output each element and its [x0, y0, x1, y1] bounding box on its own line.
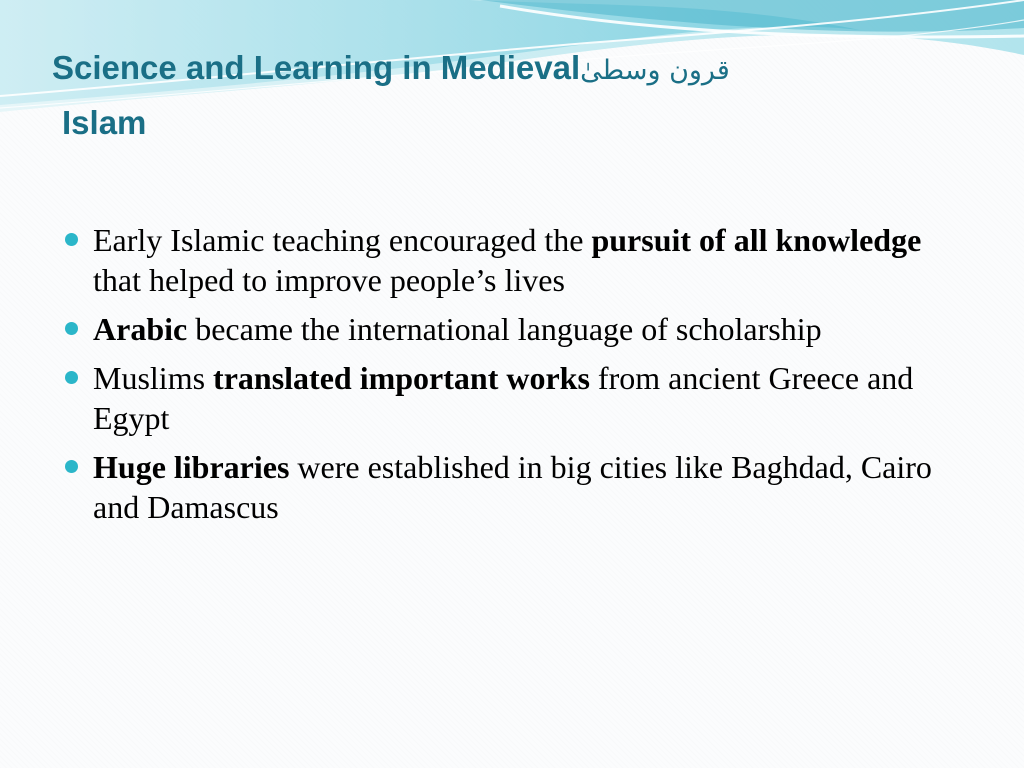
bullet-bold-text: translated important works — [213, 360, 590, 396]
title-line-1: Science and Learning in Medieval — [52, 49, 581, 86]
bullet-dot-icon — [65, 371, 78, 384]
bullet-text: Muslims — [93, 360, 214, 396]
bullet-dot-icon — [65, 460, 78, 473]
bullet-text: Early Islamic teaching encouraged the — [93, 222, 592, 258]
bullet-item — [62, 309, 952, 349]
bullet-item — [62, 447, 952, 527]
bullet-item — [62, 220, 952, 300]
bullet-text: that helped to improve people’s lives — [93, 262, 565, 298]
bullet-bold-text: Huge libraries — [93, 449, 290, 485]
bullet-bold-text: Arabic — [93, 311, 188, 347]
bullet-bold-text: pursuit of all knowledge — [591, 222, 922, 258]
title-line-2: Islam — [62, 104, 147, 141]
bullet-text: became the international language of scholarship — [187, 311, 822, 347]
title-arabic-text: قرون وسطیٰ — [580, 55, 730, 86]
bullet-dot-icon — [65, 233, 78, 246]
slide-title — [52, 42, 812, 149]
bullet-text: from ancient Greece and Egypt — [93, 360, 914, 436]
bullet-list — [62, 220, 952, 536]
bullet-text: were established in big cities like Baghdad, Cairo and Damascus — [93, 449, 932, 525]
bullet-dot-icon — [65, 322, 78, 335]
bullet-item — [62, 358, 952, 438]
